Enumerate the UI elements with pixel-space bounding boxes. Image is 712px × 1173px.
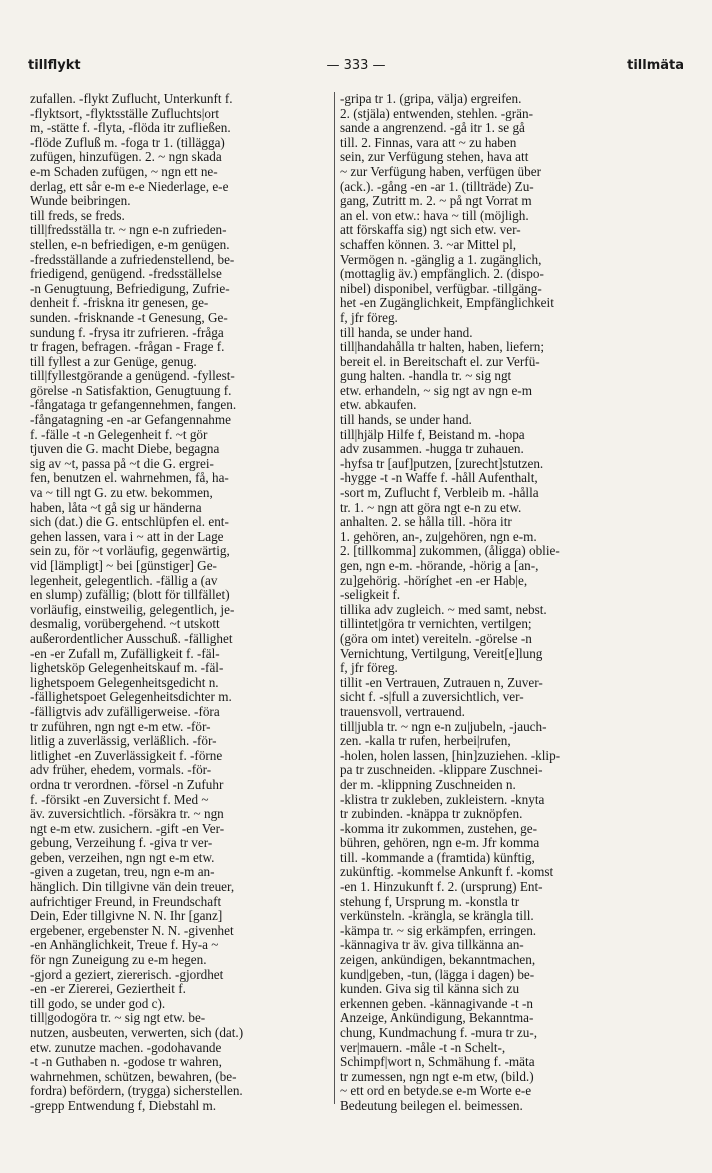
entry-line: sich (dat.) die G. entschlüpfen el. ent-: [30, 515, 229, 530]
entry-line: -kännagiva tr äv. giva tillkänna an-: [340, 938, 524, 953]
entry-line: -flöde Zufluß m. -foga tr 1. (tillägga): [30, 135, 225, 150]
left-guide-word: tillflykt: [28, 58, 81, 73]
entry-line: -en Anhänglichkeit, Treue f. Hy-a ~: [30, 938, 219, 953]
entry-line: va ~ till ngt G. zu etw. bekommen,: [30, 486, 213, 501]
left-column: [30, 92, 340, 1162]
entry-line: (ack.). -gång -en -ar 1. (tillträde) Zu-: [340, 179, 534, 194]
entry-line: stehung f, Ursprung m. -konstla tr: [340, 894, 520, 909]
entry-line: tr fragen, befragen. -frågan - Frage f.: [30, 340, 225, 355]
entry-line: ergebener, ergebenster N. N. -givenhet: [30, 923, 234, 938]
entry-line: till|jubla tr. ~ ngn e-n zu|jubeln, -jauch-: [340, 719, 547, 734]
entry-line: sicht f. -s|full a zuversichtlich, ver-: [340, 690, 524, 705]
entry-line: Vernichtung, Vertilgung, Vereit[e]lung: [340, 646, 543, 661]
entry-line: het -en Zugänglichkeit, Empfänglichkeit: [340, 296, 554, 311]
entry-line: äv. zuversichtlich. -försäkra tr. ~ ngn: [30, 807, 224, 822]
entry-line: f. -försikt -en Zuversicht f. Med ~: [30, 792, 209, 807]
entry-line: m, -stätte f. -flyta, -flöda itr zufließen.: [30, 121, 231, 136]
entry-line: kund|geben, -tun, (lägga i dagen) be-: [340, 967, 535, 982]
entry-line: -flyktsort, -flyktsställe Zufluchts|ort: [30, 106, 220, 121]
entry-line: f. -fälle -t -n Gelegenheit f. ~t gör: [30, 427, 208, 442]
entry-line: verkünsteln. -krängla, se krängla till.: [340, 909, 534, 924]
entry-line: fen, benutzen el. wahrnehmen, få, ha-: [30, 471, 229, 486]
entry-line: till|fyllestgörande a genügend. -fyllest-: [30, 369, 235, 384]
entry-line: an el. von etw.: hava ~ till (möjligh.: [340, 208, 529, 223]
entry-line: nibel) disponibel, verfügbar. -tillgäng-: [340, 281, 542, 296]
entry-line: e-m Schaden zufügen, ~ ngn ett ne-: [30, 164, 218, 179]
entry-line: ngt e-m etw. zusichern. -gift -en Ver-: [30, 821, 225, 836]
entry-line: -holen, holen lassen, [hin]zuziehen. -klip-: [340, 748, 561, 763]
entry-line: legenheit, gelegentlich. -fällig a (av: [30, 573, 218, 588]
entry-line: zufügen, hinzufügen. 2. ~ ngn skada: [30, 150, 222, 165]
entry-line: -fångatagning -en -ar Gefangennahme: [30, 413, 232, 428]
entry-line: -en 1. Hinzukunft f. 2. (ursprung) Ent-: [340, 880, 543, 895]
entry-line: tr zuführen, ngn ngt e-m etw. -för-: [30, 719, 211, 734]
entry-line: sunden. -frisknande -t Genesung, Ge-: [30, 310, 228, 325]
entry-line: (mottaglig äv.) empfänglich. 2. (dispo-: [340, 267, 544, 282]
entry-line: -seligkeit f.: [340, 588, 401, 603]
entry-line: litlighet -en Zuverlässigkeit f. -förne: [30, 748, 223, 763]
entry-line: till|godogöra tr. ~ sig ngt etw. be-: [30, 1011, 206, 1026]
entry-line: zukünftig. -kommelse Ankunft f. -komst: [340, 865, 554, 880]
entry-line: zeigen, ankündigen, bekanntmachen,: [340, 953, 536, 968]
entry-line: Wunde beibringen.: [30, 194, 131, 209]
entry-line: -t -n Guthaben n. -godose tr wahren,: [30, 1055, 222, 1070]
entry-line: tjuven die G. macht Diebe, begagna: [30, 442, 220, 457]
entry-line: till hands, se under hand.: [340, 413, 472, 428]
entry-line: aufrichtiger Freund, in Freundschaft: [30, 894, 222, 909]
entry-line: sein zu, för ~t vorläufig, gegenwärtig,: [30, 544, 230, 559]
entry-line: att förskaffa sig) ngt sich etw. ver-: [340, 223, 521, 238]
entry-line: Dein, Eder tillgivne N. N. Ihr [ganz]: [30, 909, 223, 924]
entry-line: tr zumessen, ngn ngt e-m etw, (bild.): [340, 1069, 534, 1084]
entry-line: -en -er Zufall m, Zufälligkeit f. -fäl-: [30, 646, 220, 661]
entry-line: zen. -kalla tr rufen, herbei|rufen,: [340, 734, 511, 749]
entry-line: gen, ngn e-m. -hörande, -hörig a [an-,: [340, 559, 539, 573]
right-guide-word: tillmäta: [627, 58, 684, 73]
entry-line: gehen lassen, vara i ~ att in der Lage: [30, 529, 224, 544]
entry-line: -hyfsa tr [auf]putzen, [zurecht]stutzen.: [340, 456, 544, 471]
entry-line: (göra om intet) vereiteln. -görelse -n: [340, 631, 532, 646]
entry-line: gung halten. -handla tr. ~ sig ngt: [340, 369, 512, 384]
right-column: [340, 92, 650, 1162]
entry-line: ~ zur Verfügung haben, verfügen über: [340, 164, 541, 179]
entry-line: stellen, e-n befriedigen, e-m genügen.: [30, 237, 230, 252]
entry-line: derlag, ett sår e-m e-e Niederlage, e-e: [30, 179, 229, 194]
entry-line: Vermögen n. -gänglig a 1. zugänglich,: [340, 252, 542, 267]
entry-line: lighetsköp Gelegenheitskauf m. -fäl-: [30, 661, 224, 676]
entry-line: sig av ~t, passa på ~t die G. ergrei-: [30, 456, 214, 471]
entry-line: till fyllest a zur Genüge, genug.: [30, 354, 197, 369]
entry-line: -hygge -t -n Waffe f. -håll Aufenthalt,: [340, 471, 538, 486]
entry-line: kunden. Giva sig til känna sich zu: [340, 982, 520, 997]
entry-line: till. 2. Finnas, vara att ~ zu haben: [340, 135, 517, 150]
entry-line: Anzeige, Ankündigung, Bekanntma-: [340, 1011, 534, 1026]
entry-line: tillintet|göra tr vernichten, vertilgen;: [340, 617, 532, 632]
entry-line: geben, verzeihen, ngn ngt e-m etw.: [30, 850, 215, 865]
entry-line: till godo, se under god c).: [30, 996, 166, 1011]
entry-line: gang, Zutritt m. 2. ~ på ngt Vorrat m: [340, 194, 532, 209]
entry-line: -kämpa tr. ~ sig erkämpfen, erringen.: [340, 923, 537, 938]
entry-line: till|fredsställa tr. ~ ngn e-n zufrieden-: [30, 223, 227, 238]
entry-line: -klistra tr zukleben, zukleistern. -knyta: [340, 792, 545, 807]
entry-line: Schimpf|wort n, Schmähung f. -mäta: [340, 1055, 535, 1070]
entry-line: f, jfr föreg.: [340, 310, 398, 325]
entry-line: till freds, se freds.: [30, 208, 125, 223]
entry-line: gebung, Verzeihung f. -giva tr ver-: [30, 836, 213, 851]
entry-line: -komma itr zukommen, zustehen, ge-: [340, 821, 538, 836]
entry-line: adv früher, ehedem, vormals. -för-: [30, 763, 212, 778]
entry-line: 1. gehören, an-, zu|gehören, ngn e-m.: [340, 529, 537, 544]
entry-line: schaffen können. 3. ~ar Mittel pl,: [340, 237, 517, 252]
entry-line: tillika adv zugleich. ~ med samt, nebst.: [340, 602, 547, 617]
entry-line: -sort m, Zuflucht f, Verbleib m. -hålla: [340, 486, 539, 501]
entry-line: ordna tr verordnen. -försel -n Zufuhr: [30, 777, 224, 792]
entry-line: till handa, se under hand.: [340, 325, 473, 340]
entry-line: etw. zunutze machen. -godohavande: [30, 1040, 222, 1055]
entry-line: sande a angrenzend. -gå itr 1. se gå: [340, 121, 525, 136]
column-divider: [334, 92, 335, 1104]
entry-line: pa tr zuschneiden. -klippare Zuschnei-: [340, 763, 543, 778]
page-header: [22, 58, 690, 82]
entry-line: -fällighetspoet Gelegenheitsdichter m.: [30, 690, 232, 705]
entry-line: -given a zugetan, treu, ngn e-m an-: [30, 865, 215, 880]
entry-line: anhalten. 2. se hålla till. -höra itr: [340, 515, 512, 530]
entry-line: -n Genugtuung, Befriedigung, Zufrie-: [30, 281, 230, 296]
entry-line: 2. (stjäla) entwenden, stehlen. -grän-: [340, 106, 533, 121]
entry-line: adv zusammen. -hugga tr zuhauen.: [340, 442, 524, 457]
entry-line: wahrnehmen, schützen, bewahren, (be-: [30, 1069, 237, 1084]
entry-line: Bedeutung beilegen el. beimessen.: [340, 1098, 523, 1113]
entry-line: desmalig, vorübergehend. ~t utskott: [30, 617, 220, 632]
entry-line: f, jfr föreg.: [340, 661, 398, 676]
entry-line: vorläufig, einstweilig, gelegentlich, je-: [30, 602, 235, 617]
entry-line: -gjord a geziert, ziererisch. -gjordhet: [30, 967, 224, 982]
entry-line: -fredsställande a zufriedenstellend, be-: [30, 252, 235, 267]
entry-line: etw. erhandeln, ~ sig ngt av ngn e-m: [340, 383, 532, 398]
entry-line: till|handahålla tr halten, haben, liefern;: [340, 340, 545, 355]
entry-line: 2. [tillkomma] zukommen, (åligga) oblie-: [340, 544, 560, 559]
entry-line: erkennen geben. -kännagivande -t -n: [340, 996, 533, 1011]
entry-line: sein, zur Verfügung stehen, hava att: [340, 150, 529, 165]
entry-line: ~ ett ord en betyde.se e-m Worte e-e: [340, 1084, 532, 1099]
entry-line: -gripa tr 1. (gripa, välja) ergreifen.: [340, 92, 522, 106]
entry-line: till. -kommande a (framtida) künftig,: [340, 850, 535, 865]
entry-line: der m. -klippning Zuschneiden n.: [340, 777, 516, 792]
entry-line: trauensvoll, vertrauend.: [340, 704, 465, 719]
entry-line: -fångataga tr gefangennehmen, fangen.: [30, 398, 237, 413]
entry-line: friedigend, genügend. -fredsställelse: [30, 267, 222, 282]
entry-line: tr zubinden. -knäppa tr zuknöpfen.: [340, 807, 523, 822]
entry-line: fordra) befördern, (trygga) sicherstellen.: [30, 1084, 243, 1099]
entry-line: haben, låta ~t gå sig ur händerna: [30, 500, 202, 515]
entry-line: tillit -en Vertrauen, Zutrauen n, Zuver-: [340, 675, 543, 690]
entry-line: nutzen, ausbeuten, verwerten, sich (dat.): [30, 1026, 244, 1040]
entry-line: tr. 1. ~ ngn att göra ngt e-n zu etw.: [340, 500, 522, 515]
entry-line: till|hjälp Hilfe f, Beistand m. -hopa: [340, 427, 525, 442]
entry-line: hänglich. Din tillgivne vän dein treuer,: [30, 880, 235, 895]
entry-line: außerordentlicher Ausschuß. -fällighet: [30, 631, 233, 646]
entry-line: lighetspoem Gelegenheitsgedicht n.: [30, 675, 219, 690]
entry-line: bühren, gehören, ngn e-m. Jfr komma: [340, 836, 540, 851]
entry-line: sundung f. -frysa itr zufrieren. -fråga: [30, 325, 224, 340]
entry-line: vid [lämpligt] ~ bei [günstiger] Ge-: [30, 559, 217, 573]
entry-line: zufallen. -flykt Zuflucht, Unterkunft f.: [30, 92, 233, 106]
entry-line: zu]gehörig. -höríghet -en -er Hab|e,: [340, 573, 528, 588]
entry-line: -en -er Ziererei, Geziertheit f.: [30, 982, 186, 997]
entry-line: en slump) zufällig; (blott för tillfället): [30, 588, 230, 603]
entry-line: -fälligtvis adv zufälligerweise. -föra: [30, 704, 220, 719]
entry-line: etw. abkaufen.: [340, 398, 417, 413]
entry-line: litlig a zuverlässig, verläßlich. -för-: [30, 734, 217, 749]
entry-line: -grepp Entwendung f, Diebstahl m.: [30, 1098, 217, 1113]
entry-line: denheit f. -friskna itr genesen, ge-: [30, 296, 209, 311]
page-number: — 333 —: [326, 58, 386, 73]
entry-line: för ngn Zuneigung zu e-m hegen.: [30, 953, 207, 968]
entry-line: görelse -n Satisfaktion, Genugtuung f.: [30, 383, 232, 398]
entry-line: bereit el. in Bereitschaft el. zur Verfü-: [340, 354, 540, 369]
entry-line: chung, Kundmachung f. -mura tr zu-,: [340, 1026, 538, 1040]
entry-line: ver|mauern. -måle -t -n Schelt-,: [340, 1040, 506, 1055]
